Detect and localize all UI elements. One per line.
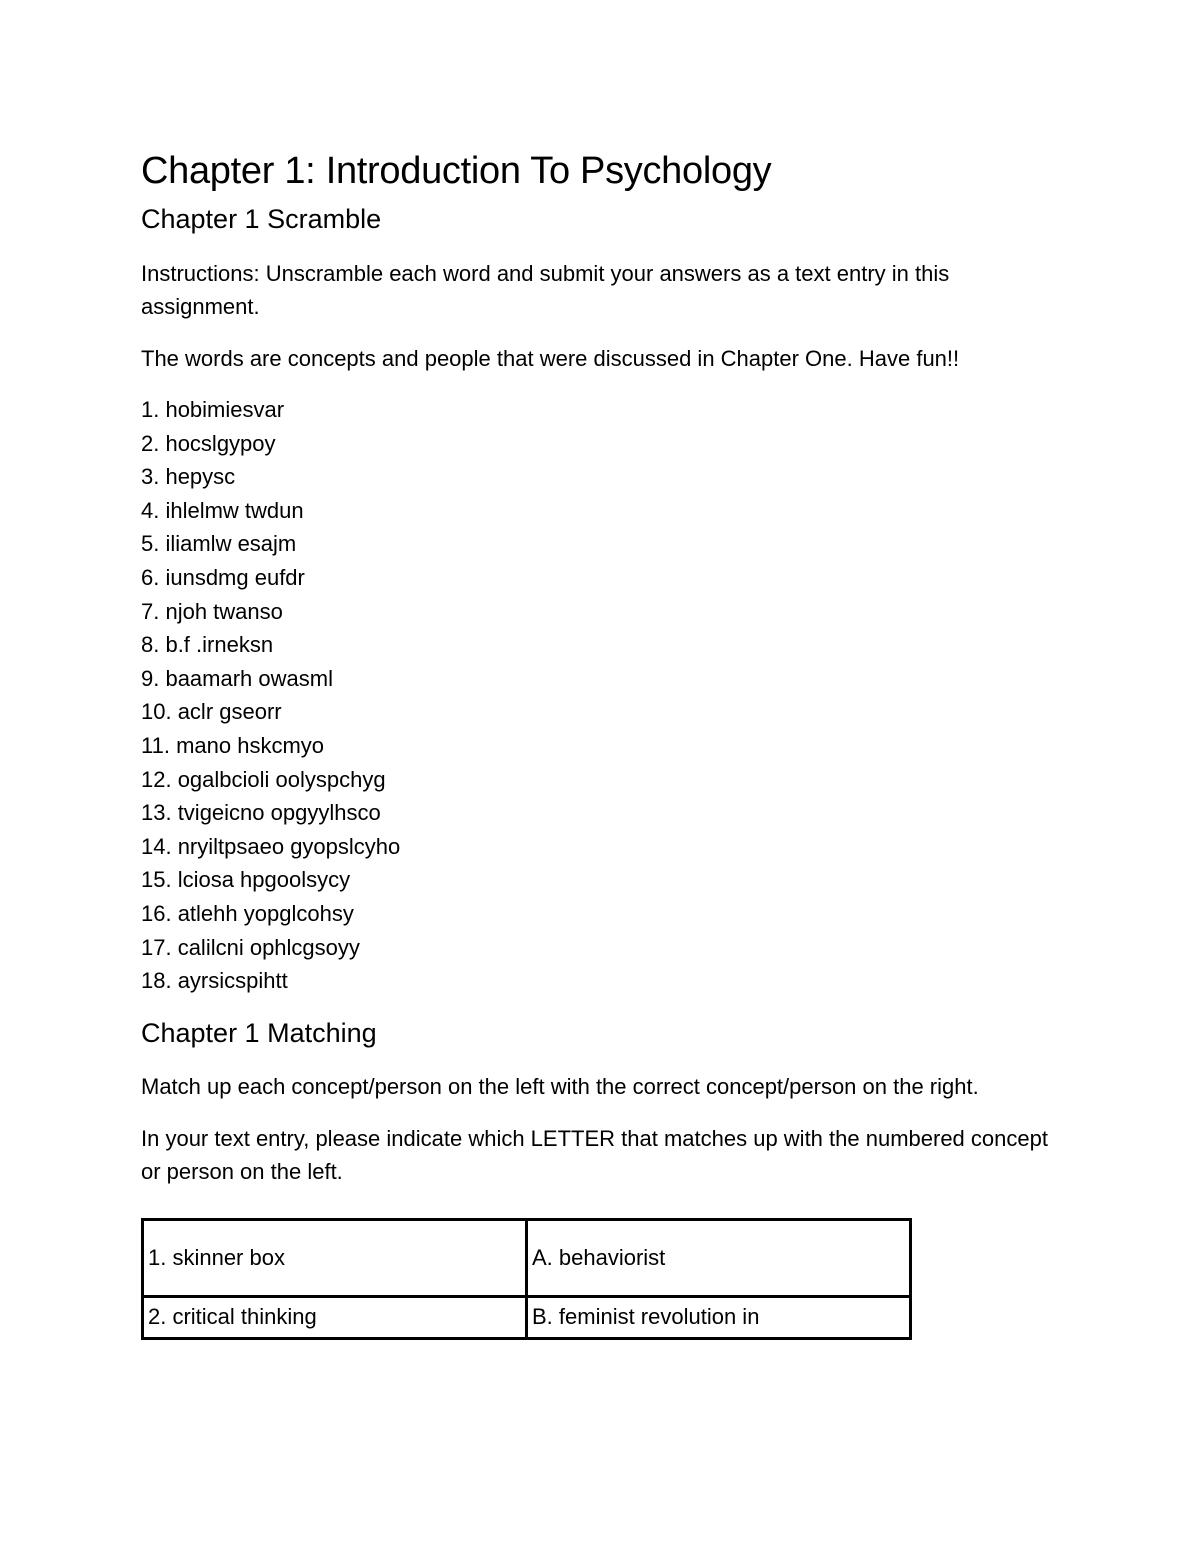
scramble-word-list [141,393,1061,998]
matching-right-cell: A. behaviorist [527,1219,911,1296]
matching-left-cell: 2. critical thinking [143,1296,527,1338]
scramble-item: 7. njoh twanso [141,598,283,624]
document-title: Chapter 1: Introduction To Psychology [141,150,772,192]
matching-instructions: Match up each concept/person on the left with the correct concept/person on the right. [141,1073,979,1099]
scramble-heading: Chapter 1 Scramble [141,204,382,234]
scramble-item: 1. hobimiesvar [141,397,285,422]
scramble-item: 10. aclr gseorr [141,699,282,725]
scramble-item: 12. ogalbcioli oolyspchyg [141,766,386,792]
scramble-item: 16. atlehh yopglcohsy [141,900,354,926]
scramble-item: 9. baamarh owasml [141,665,333,691]
scramble-item: 5. iliamlw esajm [141,531,297,557]
matching-left-cell: 1. skinner box [143,1219,527,1296]
scramble-item: 6. iunsdmg eufdr [141,564,305,590]
scramble-item: 17. calilcni ophlcgsoyy [141,934,360,960]
scramble-instructions: Instructions: Unscramble each word and submit your answers as a text entry in this assignment. [141,261,950,319]
table-row [143,1219,911,1296]
scramble-item: 14. nryiltpsaeo gyopslcyho [141,833,401,859]
document-page [141,148,1061,1340]
matching-letter-note: In your text entry, please indicate which LETTER that matches up with the numbered concept or person on the left. [141,1125,1048,1184]
matching-table [141,1218,912,1340]
scramble-item: 2. hocslgypoy [141,430,276,456]
scramble-item: 18. ayrsicspihtt [141,968,288,994]
scramble-item: 15. lciosa hpgoolsycy [141,867,351,893]
table-row [143,1296,911,1338]
scramble-item: 3. hepysc [141,464,236,490]
scramble-item: 4. ihlelmw twdun [141,497,304,523]
matching-heading: Chapter 1 Matching [141,1017,377,1048]
matching-right-cell: B. feminist revolution in [527,1296,911,1338]
scramble-description: The words are concepts and people that were discussed in Chapter One. Have fun!! [141,346,960,371]
scramble-item: 13. tvigeicno opgyylhsco [141,800,381,826]
scramble-item: 11. mano hskcmyo [141,732,325,758]
scramble-item: 8. b.f .irneksn [141,632,274,658]
